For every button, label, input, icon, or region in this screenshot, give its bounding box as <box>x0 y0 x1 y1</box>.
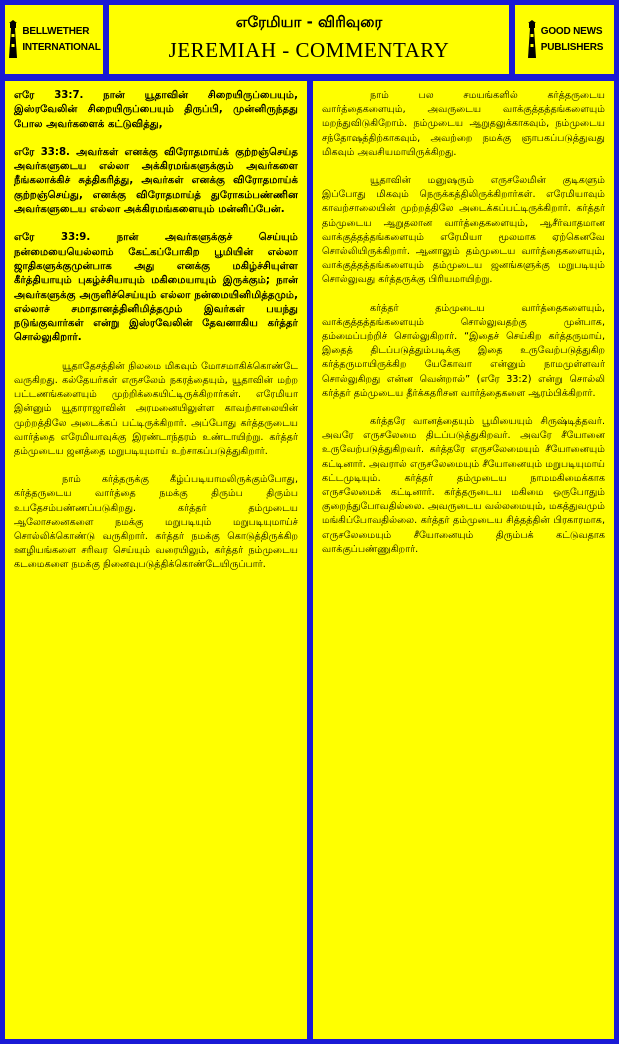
title-tamil: எரேமியா - விரிவுரை <box>235 13 383 31</box>
commentary-paragraph: கர்த்தர் தம்முடைய வார்த்தைகளையும், வாக்குத்தத்தங்களையும் சொல்லுவதற்கு முன்பாக, தம்மைப்பற்றிச் சொல்லுகிறார். “இதைச் செய்கிற கர்த்தருமாய், இதைத் திடப்படுத்தும்படிக்கு இதை உருவேற்படுத்துகிற கர்த்தருமாயிருக்கிற யேகோவா என்னும் நாமமுள்ளவர் சொல்லுகிறது என்ன வென்றால்” (எரே 33:2) என்று சொல்லி கர்த்தர் தம்முடைய தீர்க்கதரிசன வார்த்தைகளை ஆரம்பிக்கிறார். <box>322 302 605 399</box>
lighthouse-icon <box>7 20 19 60</box>
commentary-paragraph: நாம் பல சமயங்களில் கர்த்தருடைய வார்த்தைகளையும், அவருடைய வாக்குத்தத்தங்களையும் மறந்துவிடுகிறோம். நம்முடைய ஆறுதலுக்காகவும், நம்முடைய சந்தோஷத்திற்காகவும், அவற்றை நமக்கு ஞாபகப்படுத்துவது மிகவும் அவசியமாயிருக்கிறது. <box>322 90 605 158</box>
page-title <box>109 5 509 74</box>
logo-line1: BELLWETHER <box>22 26 90 37</box>
commentary-paragraph: யூதாவின் மனுஷரும் எருசலேமின் குடிகளும் இப்போது மிகவும் நெருக்கத்திலிருக்கிறார்கள். எரேமியாவும் காவற்சாலையின் முற்றத்திலே அடைக்கப்பட்டிருக்கிறார். கர்த்தர் தம்முடைய ஆறுதலான வார்த்தைகளையும், ஆசீர்வாதமான வாக்குத்தத்தங்களையும் எரேமியா மூலமாக ஏற்கெனவே சொல்லியிருக்கிறார். ஆனாலும் தம்முடைய வார்த்தைகளையும், வாக்குத்தத்தங்களையும் தம்முடைய ஜனங்களுக்கு மறுபடியும் சொல்லுவது கர்த்தருக்கு பிரியமாயிற்று. <box>322 175 605 286</box>
verse-33-8: எரே 33:8. அவர்கள் எனக்கு விரோதமாய்க் குற்றஞ்செய்த அவர்களுடைய எல்லா அக்கிரமங்களுக்கும் அவர்களை நீங்கலாக்கிச் சுத்திகரித்து, அவர்கள் எனக்கு விரோதமாய்க் குற்றஞ்செய்து, எனக்கு விரோதமாய்த் துரோகம்பண்ணின அவர்களுடைய எல்லா அக்கிரமங்களையும் மன்னிப்பேன். <box>14 146 298 216</box>
logo-line2: PUBLISHERS <box>540 42 604 53</box>
logo-line2: INTERNATIONAL <box>22 42 101 53</box>
good-news-logo <box>515 5 614 74</box>
bellwether-logo <box>5 5 103 74</box>
logo-line1: GOOD NEWS <box>540 26 603 37</box>
title-english: JEREMIAH - COMMENTARY <box>168 38 450 62</box>
verse-33-7: எரே 33:7. நான் யூதாவின் சிறையிருப்பையும், இஸ்ரவேலின் சிறையிருப்பையும் திருப்பி, முன்னிருந்தது போல அவர்களைக் கட்டுவித்து, <box>14 90 298 130</box>
left-column <box>5 81 307 1039</box>
commentary-paragraph: கர்த்தரே வானத்தையும் பூமியையும் சிருஷ்டித்தவர். அவரே எருசலேமை திடப்படுத்துகிறவர். அவரே சீயோனை உருவேற்படுத்துகிறவர். கர்த்தரே எருசலேமையும் சீயோனையும் கட்டினார். அவரால் எருசலேமையும் சீயோனையும் மறுபடியுமாய் கட்டமுடியும். கர்த்தர் தம்முடைய நாமமகிமைக்காக எருசலேமைக் கட்டினார். கர்த்தருடைய மகிமை ஒருபோதும் குறைந்துபோவதில்லை. அவருடைய வல்லமையும், மகத்துவமும் மங்கிப்போவதில்லை. கர்த்தர் தம்முடைய சித்தத்தின் பிரகாரமாக, எருசலேமையும் சீயோனையும் திரும்பக் கட்டுவதாக வாக்குப்பண்ணுகிறார். <box>322 416 605 555</box>
commentary-paragraph: நாம் கர்த்தருக்கு கீழ்ப்படியாமலிருக்கும்போது, கர்த்தருடைய வார்த்தை நமக்கு திரும்ப திரும்ப உபதேசம்பண்ணப்படுகிறது. கர்த்தர் தம்முடைய ஆலோசனைகளை நமக்கு மறுபடியும் மறுபடியுமாய்ச் சொல்லிக்கொண்டு வருகிறார். கர்த்தர் நமக்கு கொடுத்திருக்கிற ஊழியங்களை சரிவர செய்யும் வரையிலும், கர்த்தர் நம்முடைய கடமைகளை நமக்கு நினைவுபடுத்திக்கொண்டேயிருப்பார். <box>14 474 298 571</box>
verse-33-9: எரே 33:9. நான் அவர்களுக்குச் செய்யும் நன்மையையெல்லாம் கேட்கப்போகிற பூமியின் எல்லா ஜாதிகளுக்குமுன்பாக அது எனக்கு மகிழ்ச்சியுள்ள கீர்த்தியாயும் புகழ்ச்சியாயும் மகிமையாயும் இருக்கும்; நான் அவர்களுக்கு அருளிச்செய்யும் எல்லா நன்மையினிமித்தமும், எல்லாச் சமாதானத்தினிமித்தமும் இவர்கள் பயந்து நடுங்குவார்கள் என்று இஸ்ரவேலின் தேவனாகிய கர்த்தர் சொல்லுகிறார். <box>14 232 298 344</box>
right-column <box>313 81 614 1039</box>
lighthouse-icon <box>526 20 538 60</box>
commentary-paragraph: யூதாதேசத்தின் நிலமை மிகவும் மோசமாகிக்கொண்டே வருகிறது. கல்தேயர்கள் எருசலேம் நகரத்தையும், யூதாவின் மற்ற பட்டணங்களையும் முற்றிக்கையிட்டிருக்கிறார்கள். எரேமியா இன்னும் யூதாராஜாவின் அரமனையிலுள்ள காவற்சாலையின் முற்றத்திலே அடைக்கப் பட்டிருக்கிறார். அப்போது கர்த்தருடைய வார்த்தை எரேமியாவுக்கு இரண்டாந்தரம் உண்டாயிற்று. கர்த்தர் தம்முடைய ஜனத்தை மறுபடியுமாய் உற்சாகப்படுத்துகிறார். <box>14 360 298 457</box>
